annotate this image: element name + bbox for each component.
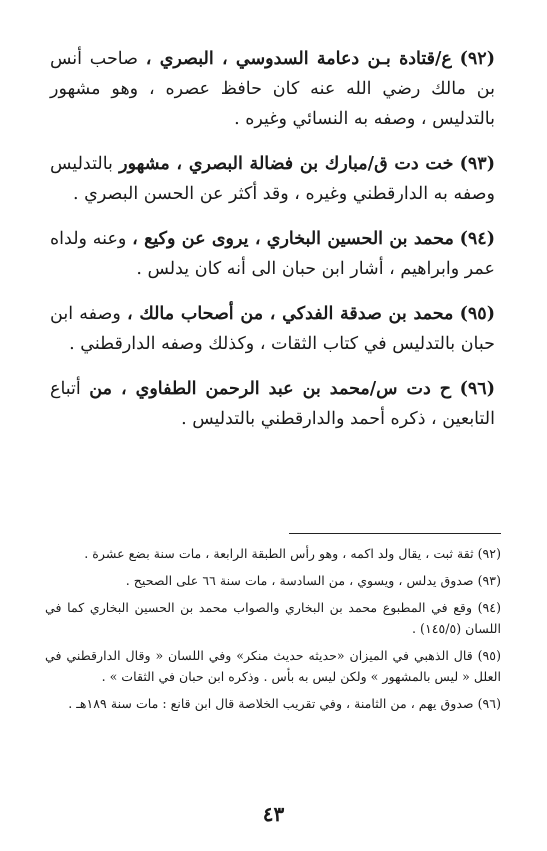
footnote-93: (٩٣) صدوق يدلس ، ويسوي ، من السادسة ، مات سنة ٦٦ على الصحيح . <box>125 573 501 588</box>
footnotes <box>45 543 501 720</box>
entry-95 <box>50 299 495 359</box>
entry-93 <box>50 149 495 209</box>
entry-body: أتباع التابعين ، ذكره أحمد والدارقطني بالتدليس . <box>50 379 495 429</box>
entry-92 <box>50 44 495 134</box>
entry-number: (٩٢) <box>459 49 495 69</box>
entry-lead: محمد بن الحسين البخاري ، يروى عن وكيع ، <box>132 229 454 249</box>
entry-body: صاحب أنس بن مالك رضي الله عنه كان حافظ عصره ، وهو مشهور بالتدليس ، وصفه به النسائي وغيره . <box>50 49 495 129</box>
entry-number: (٩٦) <box>459 379 495 399</box>
entry-lead: ع/قتادة بـن دعامة السدوسي ، البصري ، <box>145 49 452 69</box>
entry-lead: خت دت ق/مبارك بن فضالة البصري ، مشهور <box>119 154 454 174</box>
entry-body: وصفه ابن حبان بالتدليس في كتاب الثقات ، وكذلك وصفه الدارقطني . <box>50 304 495 354</box>
footnote-95: (٩٥) قال الذهبي في الميزان «حديثه حديث منكر» وفي اللسان « وقال الدارقطني في العلل « ليس بالمشهور » ولكن ليس به بأس . وذكره ابن حبان في الثقات » . <box>45 648 501 684</box>
entry-number: (٩٤) <box>459 229 495 249</box>
entry-body: بالتدليس وصفه به الدارقطني وغيره ، وقد أكثر عن الحسن البصري . <box>50 154 495 204</box>
entry-number: (٩٣) <box>459 154 495 174</box>
entry-body: وعنه ولداه عمر وابراهيم ، أشار ابن حبان الى أنه كان يدلس . <box>50 229 495 279</box>
footnote-96: (٩٦) صدوق يهم ، من الثامنة ، وفي تقريب الخلاصة قال ابن قانع : مات سنة ١٨٩هـ . <box>68 696 501 711</box>
entry-number: (٩٥) <box>459 304 495 324</box>
footnote-92: (٩٢) ثقة ثبت ، يقال ولد اكمه ، وهو رأس الطبقة الرابعة ، مات سنة بضع عشرة . <box>84 546 501 561</box>
entry-lead: ح دت س/محمد بن عبد الرحمن الطفاوي ، من <box>89 379 452 399</box>
entry-94 <box>50 224 495 284</box>
main-text <box>50 44 495 449</box>
footnote-separator <box>289 533 501 534</box>
entry-96 <box>50 374 495 434</box>
entry-lead: محمد بن صدقة الفدكي ، من أصحاب مالك ، <box>126 304 454 324</box>
page-number: ٤٣ <box>262 802 285 826</box>
footnote-94: (٩٤) وقع في المطبوع محمد بن البخاري والصواب محمد بن الحسين البخاري كما في اللسان (١٤٥/٥) . <box>45 600 501 636</box>
